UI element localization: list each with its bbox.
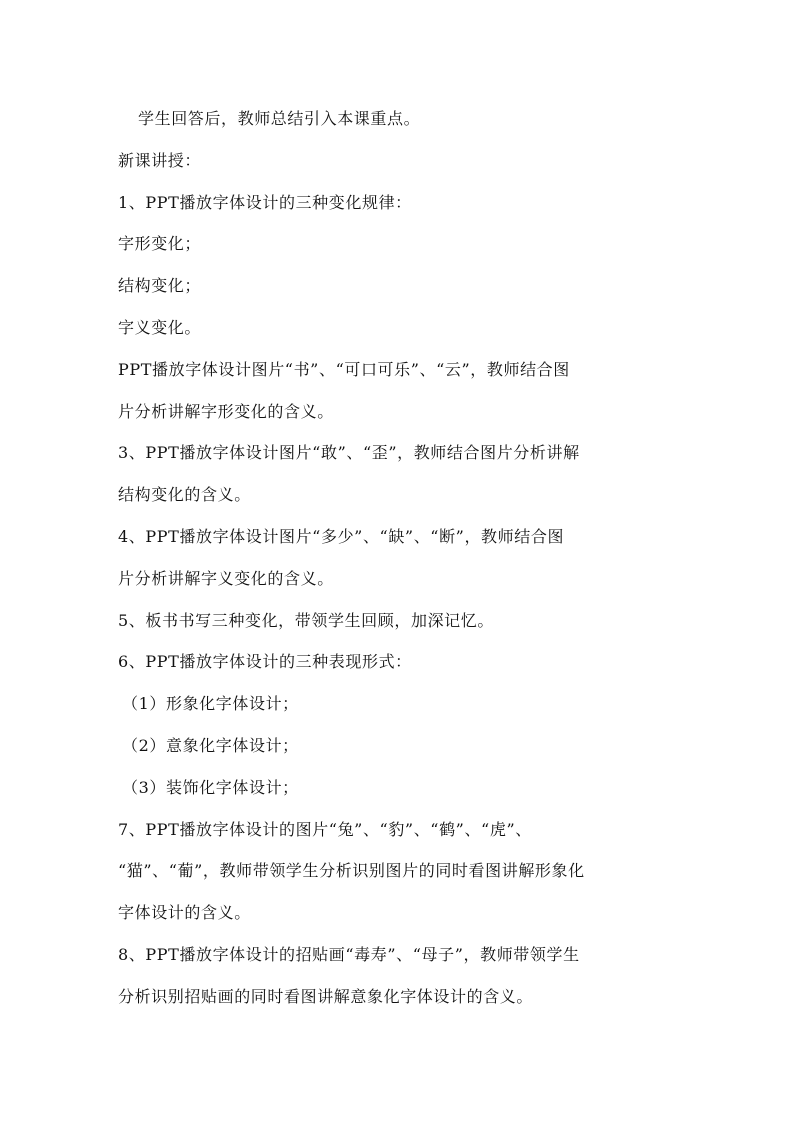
section-heading: 新课讲授： <box>118 150 202 170</box>
paragraph-line: 片分析讲解字义变化的含义。 <box>118 568 334 588</box>
list-item: （1）形象化字体设计； <box>122 694 299 714</box>
paragraph-line: 6、PPT播放字体设计的三种表现形式： <box>118 652 412 672</box>
paragraph-line: 7、PPT播放字体设计的图片“兔”、“豹”、“鹤”、“虎”、 <box>118 819 532 839</box>
list-item: 字形变化； <box>118 234 202 254</box>
paragraph-line: PPT播放字体设计图片“书”、“可口可乐”、“云”，教师结合图 <box>118 359 570 379</box>
list-item: 结构变化； <box>118 276 202 296</box>
paragraph-line: 字体设计的含义。 <box>118 903 251 923</box>
paragraph-line: 5、板书书写三种变化，带领学生回顾，加深记忆。 <box>118 610 494 630</box>
paragraph-line: 分析识别招贴画的同时看图讲解意象化字体设计的含义。 <box>118 986 534 1006</box>
paragraph-line: 学生回答后，教师总结引入本课重点。 <box>138 109 421 128</box>
paragraph-line: 结构变化的含义。 <box>118 485 251 505</box>
list-item: （2）意象化字体设计； <box>122 735 299 755</box>
paragraph-line: 8、PPT播放字体设计的招贴画“毒寿”、“母子”，教师带领学生 <box>118 944 580 964</box>
paragraph-line: 片分析讲解字形变化的含义。 <box>118 401 334 421</box>
list-item: （3）装饰化字体设计； <box>122 777 299 797</box>
list-item: 字义变化。 <box>118 317 202 337</box>
paragraph-line: 4、PPT播放字体设计图片“多少”、“缺”、“断”，教师结合图 <box>118 526 565 546</box>
paragraph-line: “猫”、“葡”，教师带领学生分析识别图片的同时看图讲解形象化 <box>118 861 585 881</box>
paragraph-line: 3、PPT播放字体设计图片“敢”、“歪”，教师结合图片分析讲解 <box>118 443 580 463</box>
document-body <box>118 98 683 1018</box>
list-item: 1、PPT播放字体设计的三种变化规律： <box>118 192 412 212</box>
